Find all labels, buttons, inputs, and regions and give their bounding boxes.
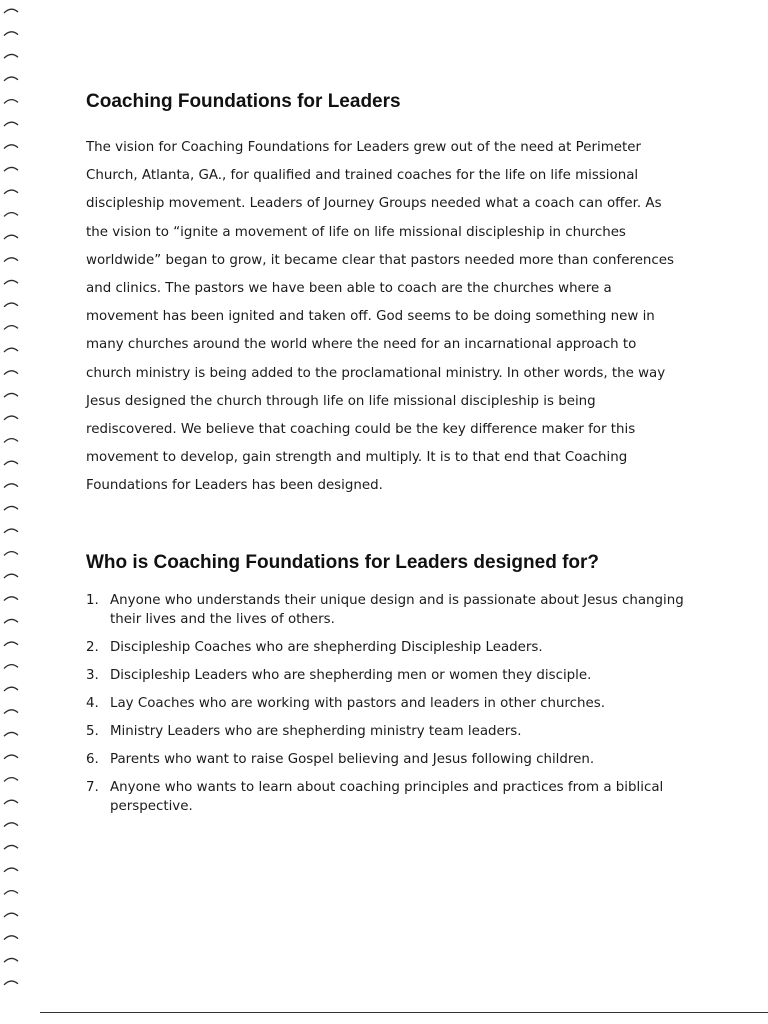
binding-hole-mark (4, 258, 18, 262)
list-text: Anyone who understands their unique design and is passionate about Jesus changing their lives and the lives of others. (110, 592, 684, 627)
binding-hole-mark (4, 235, 18, 239)
binding-hole-mark (4, 32, 18, 36)
list-item (86, 666, 700, 685)
page-title: Coaching Foundations for Leaders (86, 91, 401, 112)
binding-hole-mark (4, 732, 18, 736)
binding-hole-mark (4, 9, 18, 13)
list-text: Discipleship Coaches who are shepherding Discipleship Leaders. (110, 639, 543, 655)
binding-hole-mark (4, 529, 18, 533)
binding-hole-mark (4, 190, 18, 194)
page-bottom-edge (40, 1012, 768, 1013)
binding-hole-mark (4, 710, 18, 714)
spiral-binding (0, 0, 30, 1024)
binding-hole-mark (4, 77, 18, 81)
binding-hole-mark (4, 54, 18, 58)
binding-hole-mark (4, 280, 18, 284)
binding-hole-mark (4, 958, 18, 962)
binding-hole-mark (4, 213, 18, 217)
binding-hole-mark (4, 145, 18, 149)
binding-hole-mark (4, 868, 18, 872)
list-item (86, 638, 700, 657)
list-text: Ministry Leaders who are shepherding ministry team leaders. (110, 723, 522, 739)
binding-hole-mark (4, 326, 18, 330)
list-number: 1. (86, 592, 99, 608)
list-item (86, 778, 700, 816)
list-number: 7. (86, 779, 99, 795)
list-text: Lay Coaches who are working with pastors and leaders in other churches. (110, 695, 605, 711)
document-body (86, 88, 696, 825)
binding-hole-mark (4, 891, 18, 895)
binding-hole-mark (4, 619, 18, 623)
binding-hole-mark (4, 913, 18, 917)
list-number: 3. (86, 667, 99, 683)
audience-list (86, 591, 696, 816)
binding-hole-mark (4, 416, 18, 420)
binding-hole-mark (4, 597, 18, 601)
list-text: Anyone who wants to learn about coaching principles and practices from a biblical perspective. (110, 779, 664, 814)
binding-hole-mark (4, 439, 18, 443)
binding-hole-mark (4, 461, 18, 465)
list-number: 4. (86, 695, 99, 711)
binding-hole-mark (4, 167, 18, 171)
section-heading: Who is Coaching Foundations for Leaders designed for? (86, 551, 600, 573)
binding-hole-mark (4, 665, 18, 669)
binding-hole-mark (4, 755, 18, 759)
binding-hole-mark (4, 122, 18, 126)
binding-holes (0, 0, 30, 1024)
binding-hole-mark (4, 778, 18, 782)
binding-hole-mark (4, 642, 18, 646)
binding-hole-mark (4, 371, 18, 375)
binding-hole-mark (4, 981, 18, 985)
binding-hole-mark (4, 574, 18, 578)
binding-hole-mark (4, 348, 18, 352)
binding-hole-mark (4, 484, 18, 488)
list-item (86, 694, 700, 713)
list-item (86, 750, 700, 769)
list-item (86, 591, 700, 629)
list-number: 5. (86, 723, 99, 739)
binding-hole-mark (4, 100, 18, 104)
binding-hole-mark (4, 823, 18, 827)
binding-hole-mark (4, 687, 18, 691)
list-number: 2. (86, 639, 99, 655)
binding-hole-mark (4, 845, 18, 849)
list-item (86, 722, 700, 741)
intro-paragraph: The vision for Coaching Foundations for Leaders grew out of the need at Perimeter Church, Atlanta, GA., for qualified and trained coaches for the life on life missional discipleship movement. Leaders of Journey Groups needed what a coach can offer. As the vision to “ignite a movement of life on life missional discipleship in churches worldwide” began to grow, it became clear that pastors needed more than conferences and clinics. The pastors we have been able to coach are the churches where a movement has been ignited and taken off. God seems to be doing something new in many churches around the world where the need for an incarnational approach to church ministry is being added to the proclamational ministry. In other words, the way Jesus designed the church through life on life missional discipleship is being rediscovered. We believe that coaching could be the key difference maker for this movement to develop, gain strength and multiply. It is to that end that Coaching Foundations for Leaders has been designed. (86, 140, 674, 494)
binding-hole-mark (4, 506, 18, 510)
list-text: Discipleship Leaders who are shepherding men or women they disciple. (110, 667, 592, 683)
binding-hole-mark (4, 303, 18, 307)
list-number: 6. (86, 751, 99, 767)
binding-hole-mark (4, 800, 18, 804)
list-text: Parents who want to raise Gospel believing and Jesus following children. (110, 751, 595, 767)
binding-hole-mark (4, 552, 18, 556)
binding-hole-mark (4, 936, 18, 940)
binding-hole-mark (4, 393, 18, 397)
